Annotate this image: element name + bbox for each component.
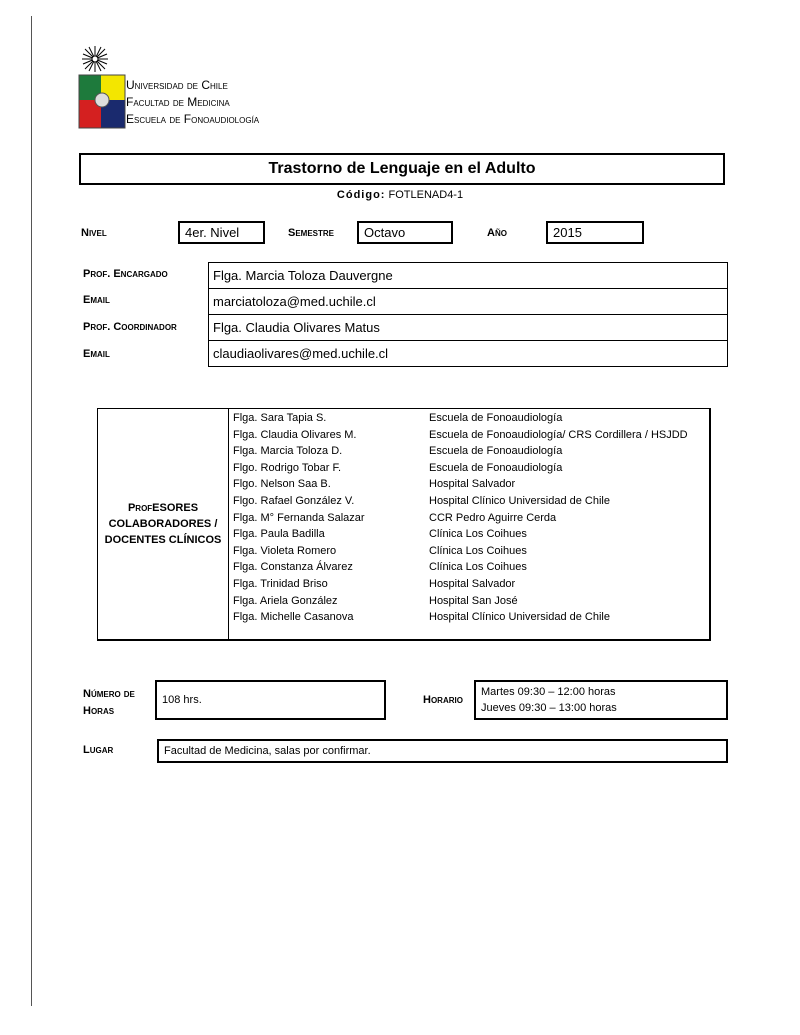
course-code-value: FOTLENAD4-1 [388, 189, 464, 201]
horas-label-line: Horas [83, 705, 115, 717]
collaborators-heading [98, 409, 229, 639]
collaborator-name: Flgo. Rodrigo Tobar F. [233, 461, 342, 474]
university-name: Universidad de Chile [126, 78, 228, 92]
course-title: Trastorno de Lenguaje en el Adulto [79, 153, 725, 185]
prof-coordinador-value: Flga. Claudia Olivares Matus [209, 315, 728, 341]
collaborator-name: Flga. Marcia Toloza D. [233, 445, 343, 458]
horario-field [474, 680, 728, 720]
prof-coordinador-label: Prof. Coordinador [83, 321, 177, 333]
institution-header [126, 77, 259, 128]
table-row [209, 263, 728, 289]
prof-encargado-value: Flga. Marcia Toloza Dauvergne [209, 263, 728, 289]
semestre-field: Octavo [357, 221, 453, 244]
collaborator-institution: Hospital Salvador [429, 577, 516, 590]
horario-line: Martes 09:30 – 12:00 horas [481, 686, 616, 698]
lugar-label: Lugar [83, 744, 114, 756]
nivel-label: Nivel [81, 227, 107, 239]
horas-label [83, 686, 135, 720]
collaborator-institution: Clínica Los Coihues [429, 561, 527, 574]
horario-line: Jueves 09:30 – 13:00 horas [481, 702, 617, 714]
heading-line: DOCENTES CLÍNICOS [104, 534, 222, 546]
semestre-label: Semestre [288, 227, 335, 239]
table-row [209, 341, 728, 367]
table-row [209, 315, 728, 341]
collaborator-name: Flgo. Rafael González V. [233, 494, 355, 507]
collaborator-name: Flga. Claudia Olivares M. [233, 428, 357, 441]
horas-field: 108 hrs. [155, 680, 386, 720]
email-label-1: Email [83, 294, 110, 306]
collaborator-institution: Clínica Los Coihues [429, 528, 527, 541]
collaborators-table [97, 408, 711, 641]
horario-label: Horario [423, 694, 463, 706]
horas-label-line: Número de [83, 688, 135, 700]
collaborator-name: Flga. Trinidad Briso [233, 577, 328, 590]
collaborator-name: Flga. Sara Tapia S. [233, 412, 327, 424]
collaborator-name: Flga. Ariela González [233, 594, 338, 607]
collaborator-institution: Hospital Clínico Universidad de Chile [429, 611, 610, 624]
lugar-field: Facultad de Medicina, salas por confirmar. [157, 739, 728, 763]
collaborator-institution: Hospital San José [429, 594, 518, 607]
nivel-field: 4er. Nivel [178, 221, 265, 244]
university-crest-icon [78, 44, 126, 130]
collaborator-institution: Clínica Los Coihues [429, 544, 527, 557]
collaborator-institution: CCR Pedro Aguirre Cerda [429, 511, 557, 524]
anio-label: Año [487, 227, 507, 239]
anio-field: 2015 [546, 221, 644, 244]
table-row [209, 289, 728, 315]
collaborator-name: Flga. Paula Badilla [233, 528, 325, 541]
email-encargado-value: marciatoloza@med.uchile.cl [209, 289, 728, 315]
collaborator-institution: Escuela de Fonoaudiología/ CRS Cordillera / HSJDD [429, 428, 688, 441]
collaborator-institution: Escuela de Fonoaudiología [429, 461, 563, 474]
email-label-2: Email [83, 348, 110, 360]
collaborator-institution: Hospital Salvador [429, 478, 516, 491]
collaborator-institution: Hospital Clínico Universidad de Chile [429, 494, 610, 507]
prof-encargado-label: Prof. Encargado [83, 268, 168, 280]
faculty-name: Facultad de Medicina [126, 95, 230, 109]
course-code [0, 189, 800, 201]
collaborator-institution: Escuela de Fonoaudiología [429, 412, 563, 424]
collaborator-institution: Escuela de Fonoaudiología [429, 445, 563, 458]
course-code-label: Código: [336, 189, 386, 201]
page-margin-line [31, 16, 32, 1006]
collaborator-name: Flga. Michelle Casanova [233, 611, 354, 624]
heading-line: ProfESORES [127, 502, 199, 514]
collaborator-name: Flga. Constanza Álvarez [233, 561, 353, 574]
email-coordinador-value: claudiaolivares@med.uchile.cl [209, 341, 728, 367]
heading-line: COLABORADORES / [108, 518, 218, 530]
collaborator-name: Flgo. Nelson Saa B. [233, 478, 331, 491]
collaborator-name: Flga. Violeta Romero [233, 544, 337, 557]
school-name: Escuela de Fonoaudiología [126, 112, 260, 126]
collaborator-name: Flga. M° Fernanda Salazar [233, 511, 365, 524]
staff-table [208, 262, 728, 367]
